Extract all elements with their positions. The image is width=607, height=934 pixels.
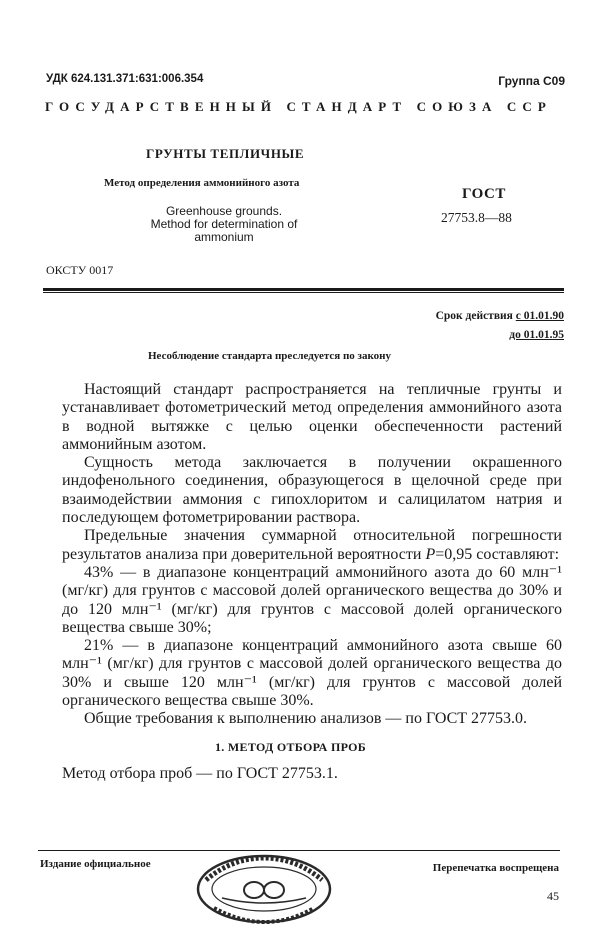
paragraph-scope: Настоящий стандарт распространяется на тепличные грунты и устанавливает фотометрический метод определения аммонийного азота в водной вытяжке с целью оценки обеспеченности растений аммонийным азотом. <box>62 381 562 453</box>
gost-number: 27753.8—88 <box>441 210 512 225</box>
edition-label: Издание официальное <box>40 858 151 870</box>
reprint-notice: Перепечатка воспрещена <box>432 862 559 874</box>
document-subtitle: Метод определения аммонийного азота <box>104 177 300 189</box>
okstu-code: ОКСТУ 0017 <box>46 263 114 277</box>
footer-divider <box>38 850 560 851</box>
probability-symbol: P <box>425 545 436 563</box>
legal-notice: Несоблюдение стандарта преследуется по закону <box>148 350 391 362</box>
document-title: ГРУНТЫ ТЕПЛИЧНЫЕ <box>146 146 305 161</box>
paragraph-error-43: 43% — в диапазоне концентраций аммонийного азота до 60 млн⁻¹ (мг/кг) для грунтов с массовой долей органического вещества до 30% и до 120 млн⁻¹ (мг/кг) для грунтов с массовой долей органического вещества свыше 30%; <box>62 563 562 636</box>
paragraph-essence: Сущность метода заключается в получении окрашенного индофенольного соединения, образующегося в щелочной среде при взаимодействии аммония с гипохлоритом и салицилатом натрия и последующем фотометрировании раствора. <box>62 454 562 527</box>
state-standard-line: ГОСУДАРСТВЕННЫЙ СТАНДАРТ СОЮЗА ССР <box>45 99 552 114</box>
paragraph-error-21: 21% — в диапазоне концентраций аммонийного азота свыше 60 млн⁻¹ (мг/кг) для грунтов с массовой долей органического вещества до 30% и свыше 120 млн⁻¹ (мг/кг) для грунтов с массовой долей органического вещества свыше 30%. <box>62 637 562 710</box>
gost-label: ГОСТ <box>462 186 506 202</box>
udk-code: УДК 624.131.371:631:006.354 <box>46 73 204 85</box>
header-divider-thin <box>43 292 564 293</box>
validity-label: Срок действия <box>435 310 516 322</box>
group-code: Группа С09 <box>498 74 565 88</box>
section-heading: 1. МЕТОД ОТБОРА ПРОБ <box>215 740 367 754</box>
paragraph-general-requirements: Общие требования к выполнению анализов — по ГОСТ 27753.0. <box>84 710 528 728</box>
header-divider <box>43 288 564 291</box>
validity-end-date: до 01.01.95 <box>509 329 564 341</box>
paragraph-error-limits <box>62 527 562 564</box>
library-stamp-icon <box>192 852 336 926</box>
body-text <box>62 381 562 729</box>
validity-period <box>436 307 564 345</box>
validity-start-date: с 01.01.90 <box>515 310 564 322</box>
error-limits-text-b: =0,95 составляют: <box>435 545 560 563</box>
page-number: 45 <box>547 889 559 903</box>
error-limits-text-a: Предельные значения суммарной относительной погрешности результатов анализа при доверительной вероятности <box>62 527 562 563</box>
section-text: Метод отбора проб — по ГОСТ 27753.1. <box>62 765 338 782</box>
english-title: Greenhouse grounds. Method for determination of ammonium <box>150 204 298 244</box>
